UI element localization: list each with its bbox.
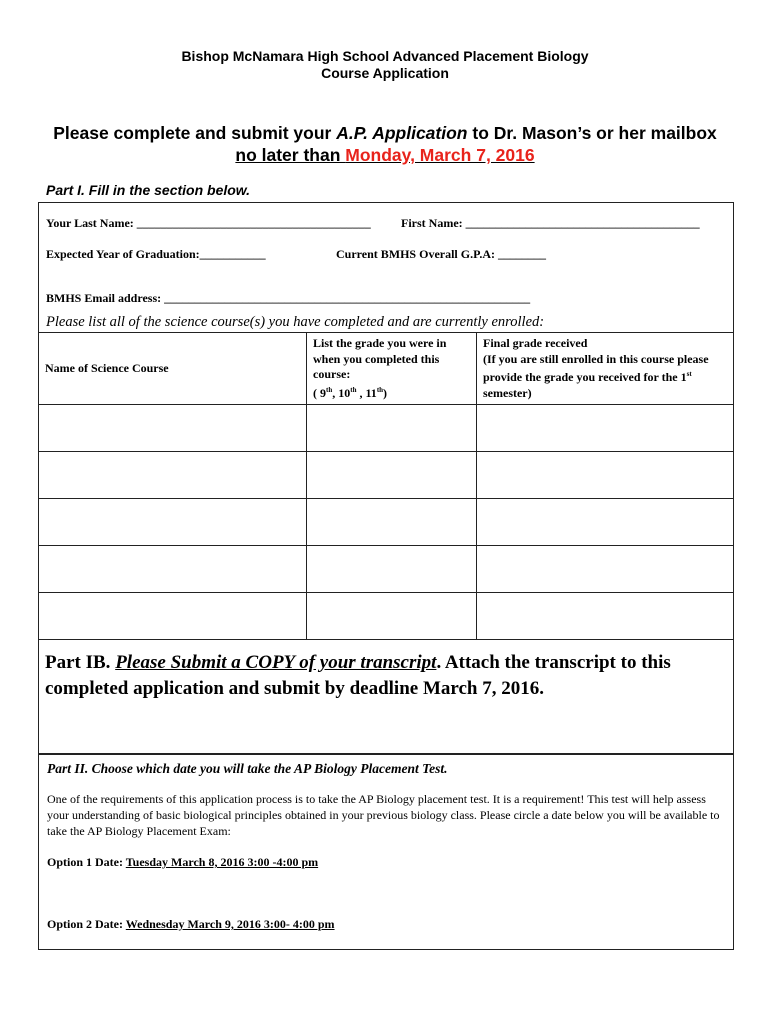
part1b-section: [38, 636, 734, 754]
instruction-line-1: [0, 123, 770, 144]
title-line-2: Course Application: [321, 65, 449, 81]
final-grade-sup: st: [686, 370, 692, 378]
final-grade-cell[interactable]: [477, 499, 734, 546]
personal-info-section: [38, 202, 734, 332]
gpa-blank[interactable]: ________: [498, 247, 546, 261]
part2-description: One of the requirements of this application process is to take the AP Biology placement test. It is a requirement! This test will help assess your understanding of basic biological principles obtained in your previous biology class. Please circle a date below you will be available to take the AP Biology Placement Exam:: [47, 792, 720, 838]
first-name-field[interactable]: [401, 216, 700, 231]
instruction-no-later: no later than: [235, 145, 346, 165]
final-grade-title: Final grade received: [483, 336, 588, 350]
graduation-year-label: Expected Year of Graduation:: [46, 247, 200, 261]
gpa-field[interactable]: [336, 247, 546, 262]
last-name-blank[interactable]: _______________________________________: [136, 216, 371, 230]
table-row: [39, 499, 734, 546]
table-row: [39, 405, 734, 452]
final-grade-cell[interactable]: [477, 593, 734, 640]
science-courses-table: [38, 332, 734, 640]
table-row: [39, 546, 734, 593]
instruction-mailbox: to Dr. Mason’s or her mailbox: [467, 123, 717, 143]
email-field[interactable]: [46, 291, 530, 306]
gpa-label: Current BMHS Overall G.P.A:: [336, 247, 498, 261]
option-1-label: Option 1 Date:: [47, 855, 126, 869]
first-name-label: First Name:: [401, 216, 466, 230]
final-grade-cell[interactable]: [477, 452, 734, 499]
grade-level-header-text: List the grade you were in when you completed this course:: [313, 336, 447, 381]
option-2-value[interactable]: Wednesday March 9, 2016 3:00- 4:00 pm: [125, 917, 335, 931]
part1-heading: Part I. Fill in the section below.: [46, 182, 251, 198]
grade-9-suffix: th: [326, 385, 333, 394]
option-2-label: Option 2 Date:: [47, 917, 126, 931]
part1b-label: Part IB.: [45, 652, 116, 673]
option-2-date[interactable]: [47, 917, 335, 932]
last-name-field[interactable]: [46, 216, 371, 231]
grade-10: , 10: [332, 385, 351, 400]
final-grade-cell[interactable]: [477, 405, 734, 452]
grade-level-header: [307, 333, 477, 405]
graduation-year-field[interactable]: [46, 247, 266, 262]
submit-transcript-text: Please Submit a COPY of your transcript: [115, 652, 437, 673]
title-line-1: Bishop McNamara High School Advanced Placement Biology: [181, 48, 589, 64]
form-title: [0, 48, 770, 82]
course-name-header: Name of Science Course: [39, 333, 307, 405]
part2-heading: Part II. Choose which date you will take the AP Biology Placement Test.: [47, 761, 448, 776]
instruction-line-2: [0, 145, 770, 166]
course-name-cell[interactable]: [39, 546, 307, 593]
part2-section: [38, 754, 734, 950]
grade-11: , 11: [356, 385, 377, 400]
science-courses-prompt: Please list all of the science course(s) you have completed and are currently enrolled:: [46, 314, 545, 330]
course-name-cell[interactable]: [39, 405, 307, 452]
grade-level-cell[interactable]: [307, 593, 477, 640]
final-grade-header: [477, 333, 734, 405]
transcript-instruction: [45, 650, 725, 702]
option-1-value[interactable]: Tuesday March 8, 2016 3:00 -4:00 pm: [125, 855, 319, 869]
deadline-date: Monday, March 7, 2016: [345, 145, 535, 165]
email-blank[interactable]: _____________________________________________________________: [164, 291, 531, 305]
instruction-text: Please complete and submit your: [53, 123, 337, 143]
table-header-row: [39, 333, 734, 405]
final-grade-cell[interactable]: [477, 546, 734, 593]
table-row: [39, 593, 734, 640]
grade-9: ( 9: [313, 385, 326, 400]
course-name-cell[interactable]: [39, 593, 307, 640]
email-label: BMHS Email address:: [46, 291, 165, 305]
final-grade-note-end: semester): [483, 385, 532, 400]
grade-10-suffix: th: [350, 385, 357, 394]
final-grade-note: (If you are still enrolled in this course please provide the grade you received for the 1: [483, 351, 709, 384]
graduation-year-blank[interactable]: ___________: [199, 247, 266, 261]
grade-level-cell[interactable]: [307, 452, 477, 499]
grade-level-cell[interactable]: [307, 405, 477, 452]
transcript-deadline-text: . Attach the transcript to this completed application and submit by deadline March 7, 2016.: [45, 652, 671, 699]
grade-level-cell[interactable]: [307, 546, 477, 593]
instruction-application: A.P. Application: [336, 123, 468, 143]
last-name-label: Your Last Name:: [46, 216, 137, 230]
grade-level-cell[interactable]: [307, 499, 477, 546]
option-1-date[interactable]: [47, 855, 318, 870]
course-name-cell[interactable]: [39, 452, 307, 499]
course-name-cell[interactable]: [39, 499, 307, 546]
grade-close: ): [383, 385, 388, 400]
first-name-blank[interactable]: _______________________________________: [465, 216, 700, 230]
table-row: [39, 452, 734, 499]
grade-11-suffix: th: [376, 385, 384, 394]
